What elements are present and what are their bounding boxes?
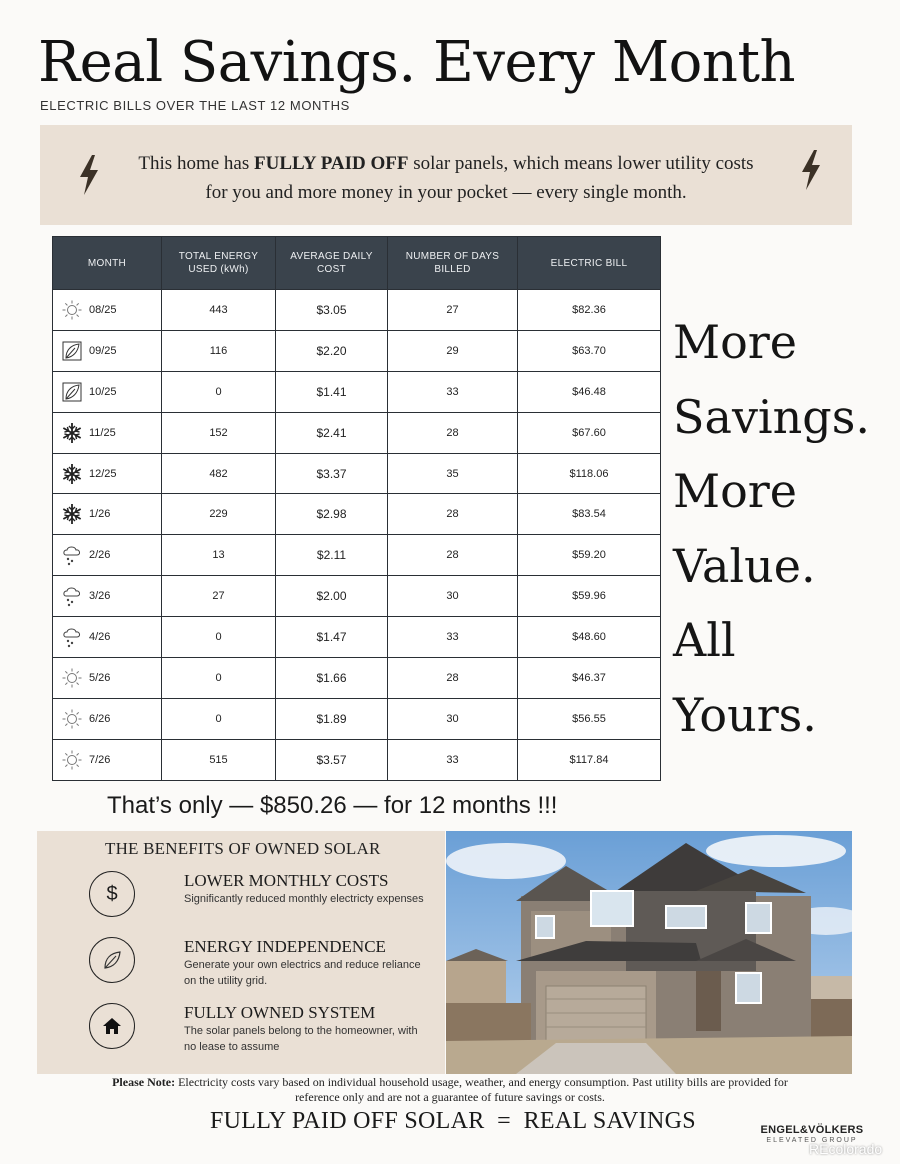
slogan-line: All: [673, 613, 736, 667]
avg-cost-cell: $2.20: [276, 330, 388, 371]
avg-cost-cell: $2.98: [276, 494, 388, 535]
bill-cell: $56.55: [518, 698, 661, 739]
solar-banner: [40, 125, 852, 225]
benefit-heading: ENERGY INDEPENDENCE: [184, 937, 386, 956]
house-photo: [446, 831, 852, 1074]
benefits-panel: [37, 831, 445, 1074]
avg-cost-cell: $1.47: [276, 617, 388, 658]
bill-cell: $48.60: [518, 617, 661, 658]
header-days: NUMBER OF DAYS BILLED: [388, 237, 518, 290]
benefit-description: The solar panels belong to the homeowner, with no lease to assume: [184, 1025, 418, 1053]
bill-cell: $117.84: [518, 739, 661, 780]
sun-icon: [61, 708, 83, 730]
table-row: [53, 617, 661, 658]
avg-cost-cell: $1.41: [276, 371, 388, 412]
benefit-description: Significantly reduced monthly electricty expenses: [184, 893, 424, 905]
footer-slogan: FULLY PAID OFF SOLAR = REAL SAVINGS: [210, 1108, 696, 1134]
days-cell: 30: [388, 576, 518, 617]
energy-cell: 515: [162, 739, 276, 780]
month-cell: 12/25: [53, 453, 162, 494]
disclaimer-note: [90, 1075, 810, 1105]
energy-cell: 27: [162, 576, 276, 617]
rain-icon: [61, 544, 83, 566]
banner-text: This home has FULLY PAID OFF solar panels, which means lower utility costs for you and more money in your pocket — every single month.: [138, 153, 754, 203]
table-row: [53, 535, 661, 576]
banner-bold-text: FULLY PAID OFF: [254, 153, 409, 174]
avg-cost-cell: $1.89: [276, 698, 388, 739]
dollar-icon: $: [89, 871, 135, 917]
energy-cell: 13: [162, 535, 276, 576]
bill-cell: $59.96: [518, 576, 661, 617]
note-text: Electricity costs vary based on individual household usage, weather, and energy consumption. Past utility bills are provided for reference only and are not a guarantee of future savings or costs.: [175, 1075, 788, 1104]
rain-icon: [61, 626, 83, 648]
table-row: [53, 453, 661, 494]
month-cell: 5/26: [53, 658, 162, 699]
bill-cell: $83.54: [518, 494, 661, 535]
table-row: [53, 576, 661, 617]
logo-line1: ENGEL&VÖLKERS: [760, 1124, 864, 1136]
logo-line2: ELEVATED GROUP: [766, 1137, 858, 1144]
benefit-description: Generate your own electrics and reduce reliance on the utility grid.: [184, 959, 421, 987]
days-cell: 28: [388, 535, 518, 576]
note-label: Please Note:: [112, 1075, 176, 1089]
month-cell: 1/26: [53, 494, 162, 535]
benefits-title: THE BENEFITS OF OWNED SOLAR: [105, 839, 381, 858]
bill-cell: $67.60: [518, 412, 661, 453]
energy-cell: 116: [162, 330, 276, 371]
month-cell: 10/25: [53, 371, 162, 412]
month-cell: 3/26: [53, 576, 162, 617]
month-cell: 2/26: [53, 535, 162, 576]
avg-cost-cell: $2.00: [276, 576, 388, 617]
energy-cell: 0: [162, 617, 276, 658]
header-avg-cost: AVERAGE DAILY COST: [276, 237, 388, 290]
table-row: [53, 698, 661, 739]
avg-cost-cell: $3.05: [276, 290, 388, 331]
slogan-line: More: [673, 464, 798, 518]
energy-cell: 443: [162, 290, 276, 331]
header-month: MONTH: [53, 237, 162, 290]
avg-cost-cell: $1.66: [276, 658, 388, 699]
month-cell: 6/26: [53, 698, 162, 739]
house-icon: [89, 1003, 135, 1049]
total-cost-line: That’s only — $850.26 — for 12 months !!!: [107, 792, 558, 819]
avg-cost-cell: $2.41: [276, 412, 388, 453]
page-title: Real Savings. Every Month: [38, 30, 796, 95]
header-bill: ELECTRIC BILL: [518, 237, 661, 290]
bill-cell: $63.70: [518, 330, 661, 371]
lightning-bolt-icon: [800, 150, 822, 190]
slogan-line: Savings.: [673, 389, 870, 444]
avg-cost-cell: $3.57: [276, 739, 388, 780]
days-cell: 30: [388, 698, 518, 739]
table-row: [53, 739, 661, 780]
energy-cell: 0: [162, 698, 276, 739]
slogan-line: Value.: [673, 538, 816, 593]
table-row: [53, 658, 661, 699]
table-row: [53, 412, 661, 453]
days-cell: 35: [388, 453, 518, 494]
days-cell: 33: [388, 739, 518, 780]
bill-cell: $118.06: [518, 453, 661, 494]
days-cell: 27: [388, 290, 518, 331]
bill-cell: $46.48: [518, 371, 661, 412]
energy-cell: 0: [162, 371, 276, 412]
bill-cell: $82.36: [518, 290, 661, 331]
rain-icon: [61, 585, 83, 607]
electric-bills-table: [52, 236, 661, 781]
slogan-line: More: [673, 315, 798, 369]
sun-icon: [61, 749, 83, 771]
table-row: [53, 290, 661, 331]
days-cell: 28: [388, 494, 518, 535]
bill-cell: $59.20: [518, 535, 661, 576]
table-row: [53, 371, 661, 412]
snowflake-icon: [61, 422, 83, 444]
days-cell: 28: [388, 412, 518, 453]
snowflake-icon: [61, 463, 83, 485]
month-cell: 09/25: [53, 330, 162, 371]
leaf-icon: [61, 381, 83, 403]
side-slogan: [673, 305, 870, 752]
energy-cell: 0: [162, 658, 276, 699]
month-cell: 08/25: [53, 290, 162, 331]
benefit-heading: FULLY OWNED SYSTEM: [184, 1003, 376, 1022]
avg-cost-cell: $2.11: [276, 535, 388, 576]
month-cell: 11/25: [53, 412, 162, 453]
header-energy: TOTAL ENERGY USED (kWh): [162, 237, 276, 290]
energy-cell: 482: [162, 453, 276, 494]
month-cell: 4/26: [53, 617, 162, 658]
benefit-heading: LOWER MONTHLY COSTS: [184, 871, 389, 890]
snowflake-icon: [61, 503, 83, 525]
table-row: [53, 494, 661, 535]
lightning-bolt-icon: [78, 155, 100, 195]
days-cell: 28: [388, 658, 518, 699]
table-header-row: [53, 237, 661, 290]
days-cell: 33: [388, 371, 518, 412]
sun-icon: [61, 667, 83, 689]
month-cell: 7/26: [53, 739, 162, 780]
days-cell: 33: [388, 617, 518, 658]
leaf-icon: [89, 937, 135, 983]
energy-cell: 152: [162, 412, 276, 453]
sun-icon: [61, 299, 83, 321]
days-cell: 29: [388, 330, 518, 371]
page-subtitle: ELECTRIC BILLS OVER THE LAST 12 MONTHS: [40, 98, 350, 113]
avg-cost-cell: $3.37: [276, 453, 388, 494]
watermark: REcolorado: [809, 1141, 883, 1157]
energy-cell: 229: [162, 494, 276, 535]
slogan-line: Yours.: [673, 687, 817, 742]
bill-cell: $46.37: [518, 658, 661, 699]
leaf-icon: [61, 340, 83, 362]
table-row: [53, 330, 661, 371]
